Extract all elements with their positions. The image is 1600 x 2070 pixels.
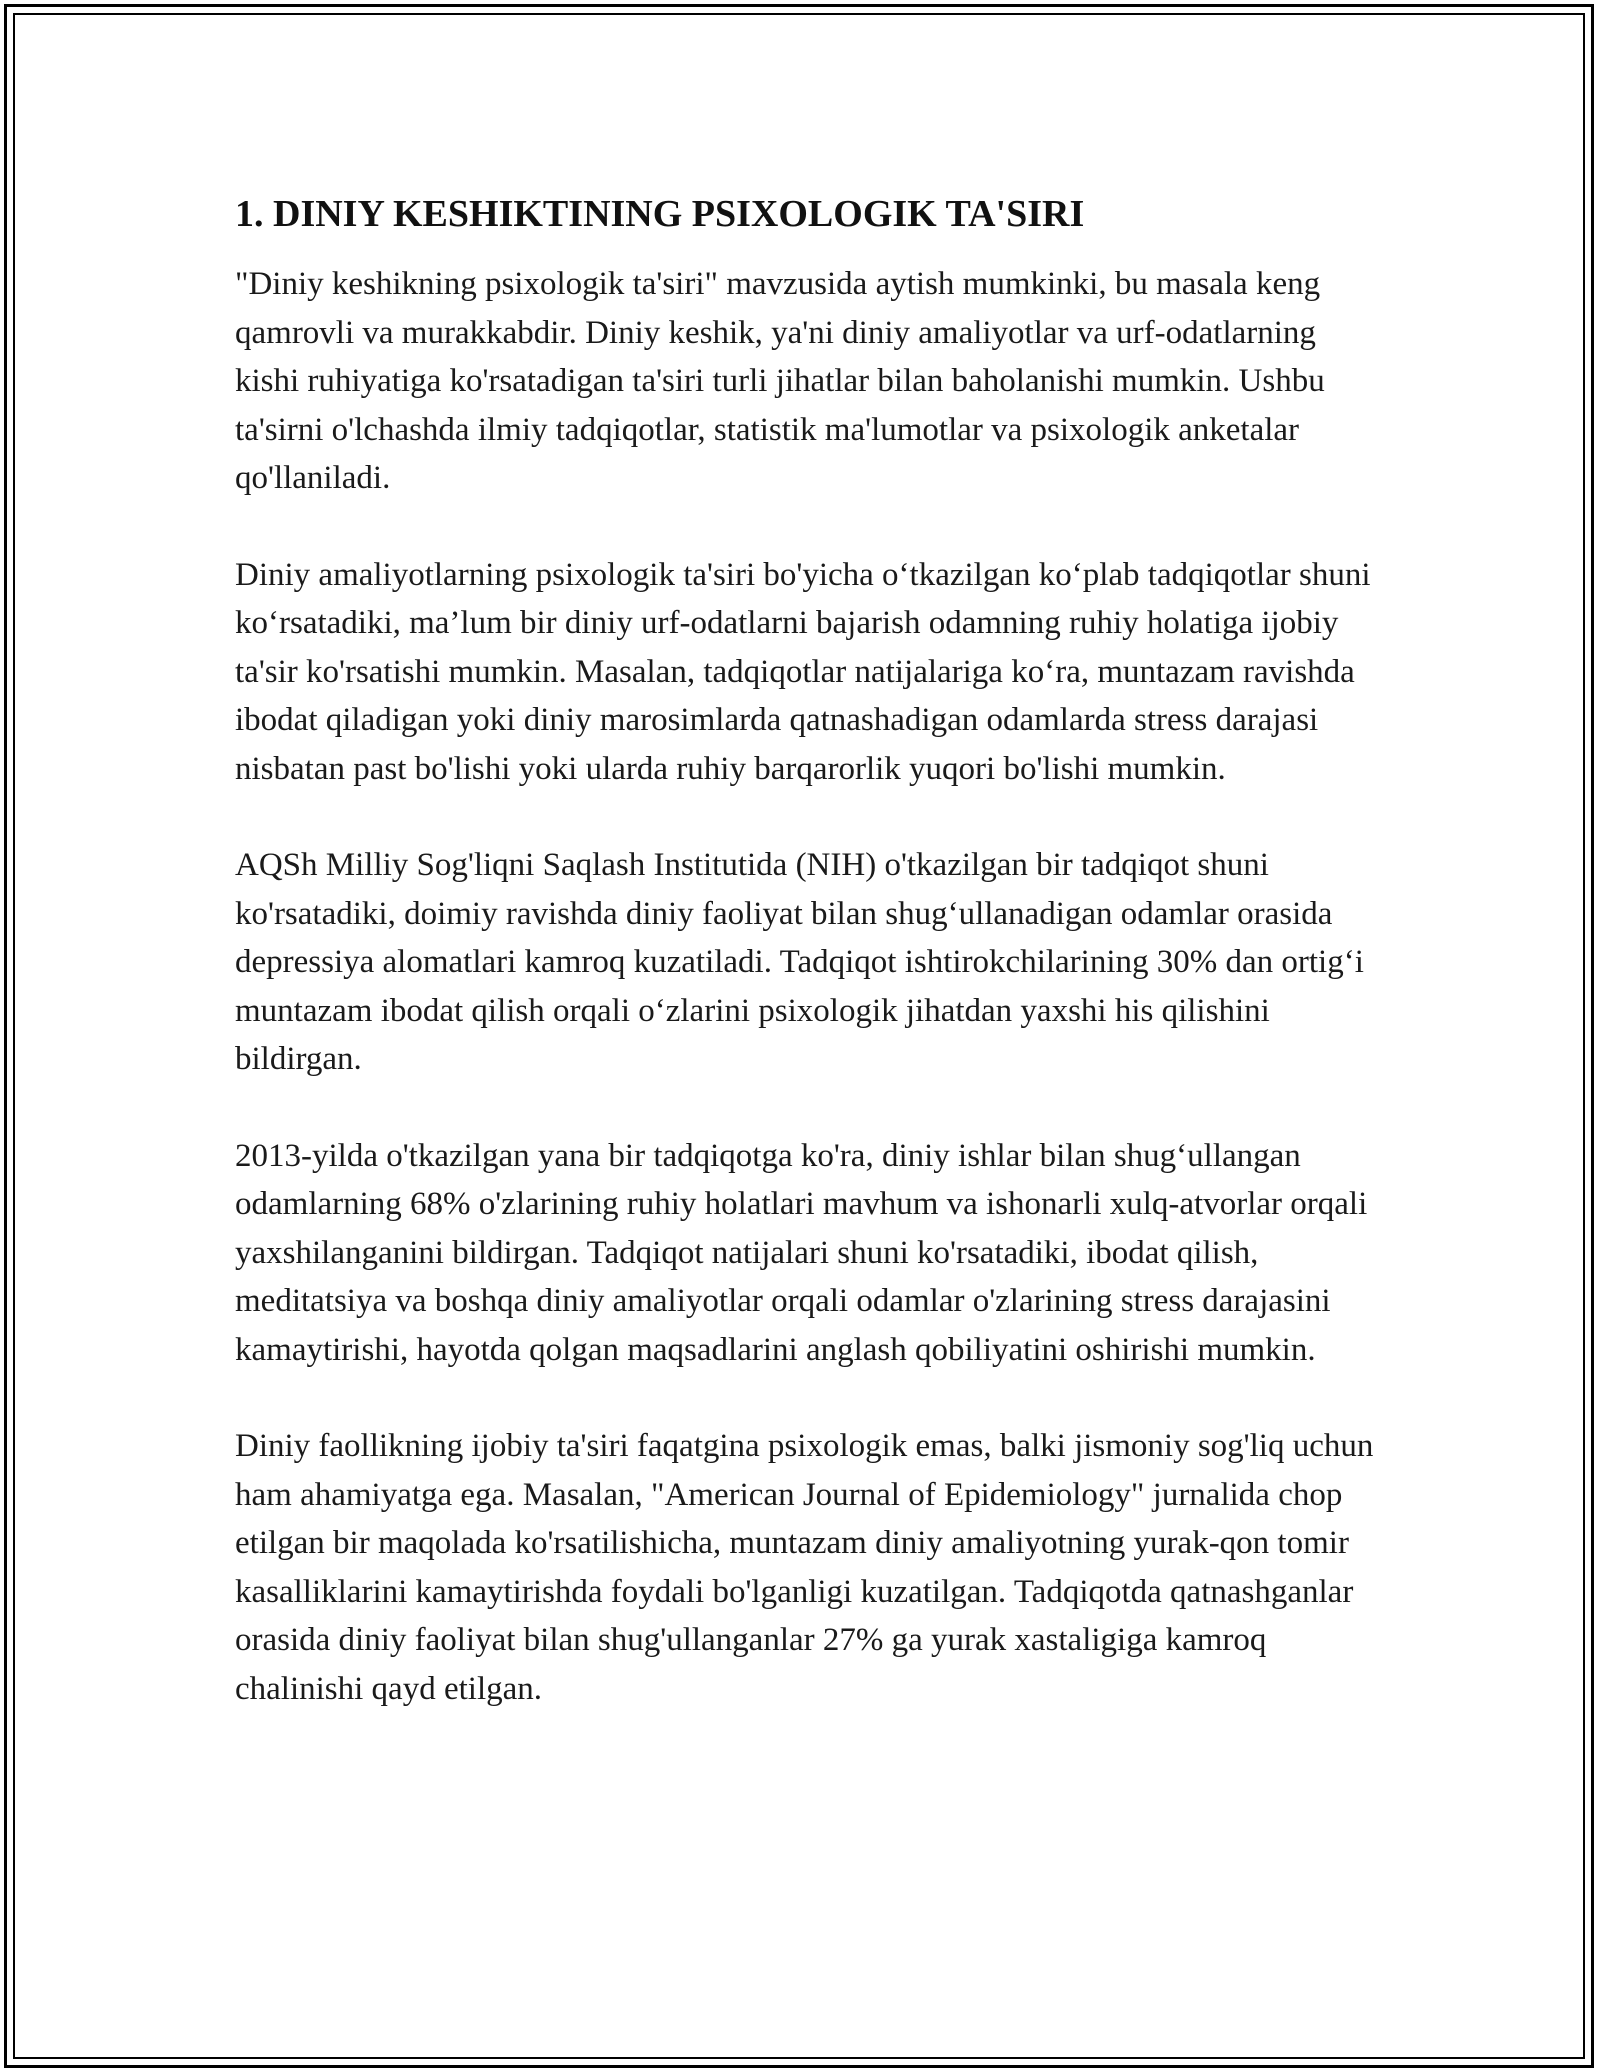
paragraph-2013-study: 2013-yilda o'tkazilgan yana bir tadqiqotga ko'ra, diniy ishlar bilan shug‘ullangan odamlarning 68% o'zlarining ruhiy holatlari mavhum va ishonarli xulq-atvorlar orqali yaxshilanganini bildirgan. Tadqiqot natijalari shuni ko'rsatadiki, ibodat qilish, meditatsiya va boshqa diniy amaliyotlar orqali odamlar o'zlarining stress darajasini kamaytirishi, hayotda qolgan maqsadlarini anglash qobiliyatini oshirishi mumkin. — [235, 1137, 1368, 1368]
paragraph-practices: Diniy amaliyotlarning psixologik ta'siri bo'yicha o‘tkazilgan ko‘plab tadqiqotlar shuni ko‘rsatadiki, ma’lum bir diniy urf-odatlarni bajarish odamning ruhiy holatiga ijobiy ta'sir ko'rsatishi mumkin. Masalan, tadqiqotlar natijalariga ko‘ra, muntazam ravishda ibodat qiladigan yoki diniy marosimlarda qatnashadigan odamlarda stress darajasi nisbatan past bo'lishi yoki ularda ruhiy barqarorlik yuqori bo'lishi mumkin. — [235, 556, 1371, 787]
document-body — [235, 190, 1385, 1761]
section-heading: 1. DINIY KESHIKTINING PSIXOLOGIK TA'SIRI — [235, 193, 1085, 235]
paragraph-physical-health: Diniy faollikning ijobiy ta'siri faqatgina psixologik emas, balki jismoniy sog'liq uchun ham ahamiyatga ega. Masalan, "American Journal of Epidemiology" jurnalida chop etilgan bir maqolada ko'rsatilishicha, muntazam diniy amaliyotning yurak-qon tomir kasalliklarini kamaytirishda foydali bo'lganligi kuzatilgan. Tadqiqotda qatnashganlar orasida diniy faoliyat bilan shug'ullanganlar 27% ga yurak xastaligiga kamroq chalinishi qayd etilgan. — [235, 1428, 1374, 1707]
paragraph-nih-study: AQSh Milliy Sog'liqni Saqlash Institutida (NIH) o'tkazilgan bir tadqiqot shuni ko'rsatadiki, doimiy ravishda diniy faoliyat bilan shug‘ullanadigan odamlar orasida depressiya alomatlari kamroq kuzatiladi. Tadqiqot ishtirokchilarining 30% dan ortig‘i muntazam ibodat qilish orqali o‘zlarini psixologik jihatdan yaxshi his qilishini bildirgan. — [235, 847, 1364, 1077]
paragraph-intro: "Diniy keshikning psixologik ta'siri" mavzusida aytish mumkinki, bu masala keng qamrovli va murakkabdir. Diniy keshik, ya'ni diniy amaliyotlar va urf-odatlarning kishi ruhiyatiga ko'rsatadigan ta'siri turli jihatlar bilan baholanishi mumkin. Ushbu ta'sirni o'lchashda ilmiy tadqiqotlar, statistik ma'lumotlar va psixologik anketalar qo'llaniladi. — [235, 266, 1325, 496]
